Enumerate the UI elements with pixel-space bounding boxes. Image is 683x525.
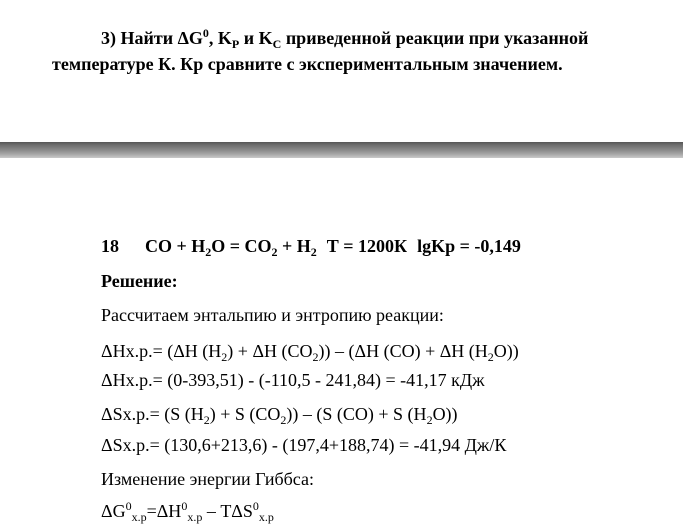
solution-intro: Рассчитаем энтальпию и энтропию реакции: [101, 305, 444, 325]
lgkp-value: lgKp = -0,149 [417, 236, 521, 256]
task-text: 3) Найти [101, 28, 178, 48]
entropy-formula: ΔSх.р.= (S $(H_2) + S$ $(CO_2)) - (S$ (CO) + S $(H_2O)$) [101, 404, 458, 427]
problem-number: 18 [101, 236, 119, 256]
page-separator [0, 142, 683, 158]
temperature: Т = 1200К [326, 236, 408, 256]
task-text: , K [208, 28, 232, 48]
solution-heading: Решение: [101, 271, 178, 291]
entropy-value: ΔSх.р.= (130,6+213,6) - (197,4+188,74) = -41,94 Дж/К [101, 435, 507, 455]
subscript: P [231, 37, 240, 51]
gibbs-intro: Изменение энергии Гиббса: [101, 469, 314, 489]
page-upper [0, 0, 683, 140]
task-statement-line-2: температуре К. Кр сравните с экспериментальным значением. [52, 54, 563, 74]
enthalpy-formula: ΔHх.р.= (ΔH $(H_2) + \Delta H$ $(CO_2)) - (\Delta H$ (CO) + ΔH $(H_2O)$) [101, 341, 519, 364]
problem-line [101, 235, 521, 257]
enthalpy-value: ΔHх.р.= (0-393,51) - (-110,5 - 241,84) = -41,17 кДж [101, 370, 485, 390]
task-text: и K [239, 28, 273, 48]
task-statement-line-1 [101, 27, 588, 49]
task-text: приведенной реакции при указанной [281, 28, 589, 48]
task-text: G [188, 28, 203, 48]
delta-symbol: Δ [177, 28, 189, 48]
reaction-equation: CO + $H_2O = CO_2 + H_2$ [145, 236, 317, 259]
subscript: C [272, 37, 282, 51]
superscript: 0 [202, 26, 209, 40]
gibbs-formula: $\Delta G^0_{х.р}=\Delta H^0_{х.р} - T\Delta S^0_{х.р}$ [101, 499, 274, 524]
